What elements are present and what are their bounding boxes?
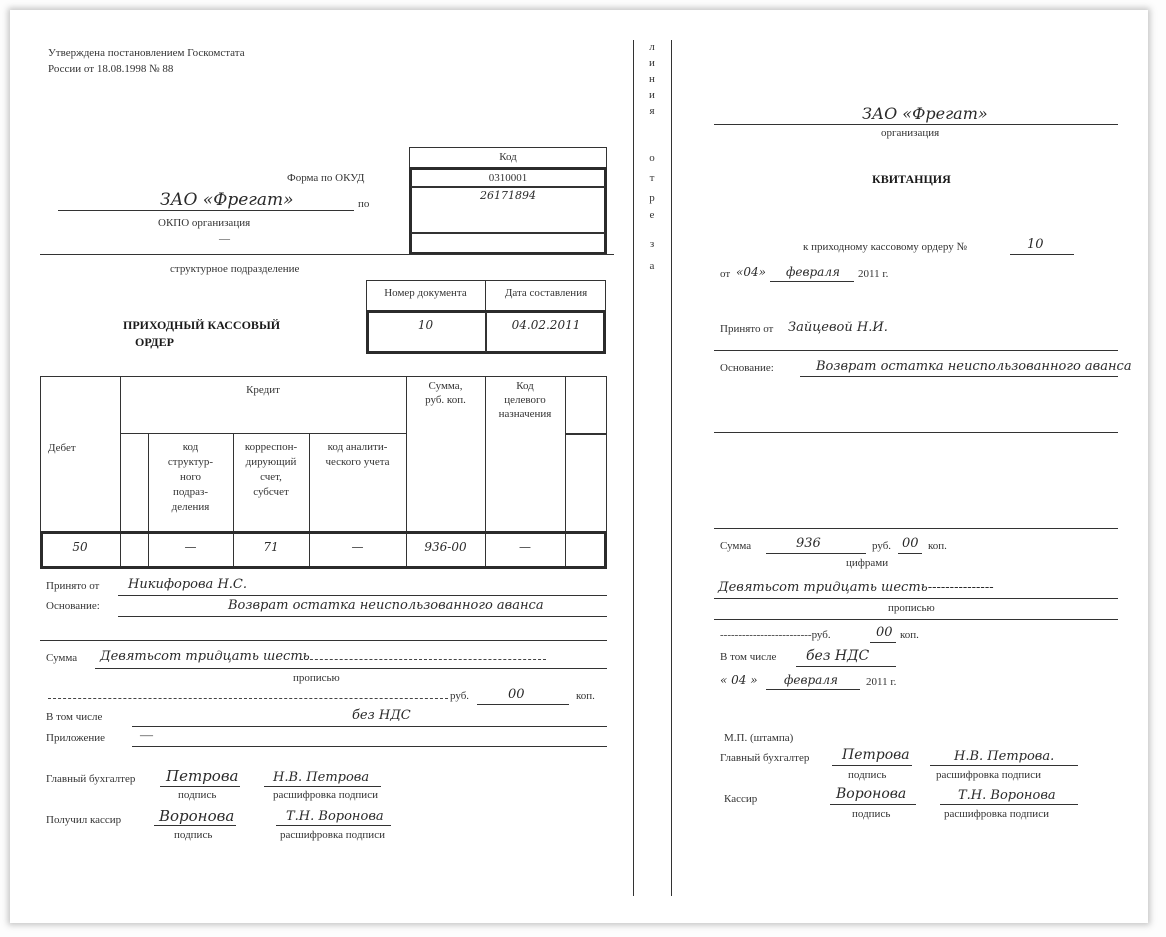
order-chief-sign-caption: подпись [178,789,217,801]
receipt-basis-line [800,376,1118,377]
receipt-kop-value-2: 00 [876,625,893,640]
sub-col2-line-1: корреспон- [244,441,298,453]
receipt-basis: Возврат остатка неиспользованного аванса [816,359,1132,374]
row-account: 71 [263,540,279,554]
code-header: Код [499,151,517,163]
receipt-rub-label: руб. [872,540,892,552]
order-chief-decoded: Н.В. Петрова [273,770,370,785]
order-basis-label: Основание: [46,600,100,612]
doc-number: 10 [417,318,434,332]
receipt-date2-month: февраля [784,673,838,687]
received-line [118,595,607,596]
sum-header-2: руб. коп. [425,394,466,406]
org-line [58,210,354,211]
receipt-basis-label: Основание: [720,362,774,374]
order-cashier-decode-caption: расшифровка подписи [280,829,385,841]
including-line [132,726,607,727]
subdivision-caption: структурное подразделение [170,263,300,275]
row-debit: 50 [72,540,88,554]
receipt-chief-decode-caption: расшифровка подписи [936,769,1041,781]
receipt-cashier-decoded: Т.Н. Воронова [958,788,1056,803]
receipt-chief-signature: Петрова [842,747,910,763]
sub-col1-line-5: деления [171,501,210,513]
purpose-header-3: назначения [498,408,552,420]
okpo-dash: — [219,233,230,245]
cut-letter: е [649,209,655,221]
cut-letter: о [649,152,655,164]
purpose-sub-line [565,433,607,435]
sub-col1-line-3: ного [179,471,202,483]
order-kop-value: 00 [508,687,525,702]
purpose-header-1: Код [516,380,534,392]
code-divider-2 [411,232,605,234]
receipt-date-month: февраля [786,265,840,279]
receipt-in-words-caption: прописью [888,602,935,614]
kop-line [477,704,569,705]
approval-line-2: России от 18.08.1998 № 88 [48,63,174,75]
cut-letter: з [649,238,655,250]
row-purpose: — [519,540,531,554]
receipt-date-year: 2011 г. [858,268,889,280]
receipt-received-line [714,350,1118,351]
receipt-org-name: ЗАО «Фрегат» [862,104,988,123]
okpo-caption: ОКПО организация [158,217,251,229]
order-cashier-sign-caption: подпись [174,829,213,841]
receipt-to-order-label: к приходному кассовому ордеру № [803,241,967,253]
code-divider-1 [411,186,605,188]
sub-col1-line-2: структур- [167,456,214,468]
receipt-rub-line: -------------------------руб. [720,629,831,641]
okud-code: 0310001 [488,172,528,184]
receipt-blank-line-2 [714,528,1118,529]
cut-letter: т [649,172,655,184]
credit-sub-line [120,433,406,434]
doc-date: 04.02.2011 [511,318,581,332]
receipt-stamp-label: М.П. (штампа) [724,732,794,744]
debit-header: Дебет [48,442,76,454]
order-org-name: ЗАО «Фрегат» [160,190,294,210]
receipt-date2-year: 2011 г. [866,676,897,688]
sub-col1-line-1: код [182,441,199,453]
order-chief-label: Главный бухгалтер [46,773,136,785]
receipt-sum-digits-line [766,553,866,554]
document-sheet [10,10,1148,923]
receipt-received-label: Принято от [720,323,774,335]
receipt-date2-month-line [766,689,860,690]
cut-letter: н [649,73,655,85]
order-chief-decode-caption: расшифровка подписи [273,789,378,801]
cut-letter: и [649,89,655,101]
order-title-line-2: ОРДЕР [135,335,174,349]
order-attachment-label: Приложение [46,732,106,744]
okud-label: Форма по ОКУД [287,172,365,184]
receipt-including-label: В том числе [720,651,777,663]
doc-number-header: Номер документа [384,287,467,299]
order-including-label: В том числе [46,711,103,723]
order-sum-label: Сумма [46,652,78,664]
order-in-words-caption: прописью [293,672,340,684]
receipt-sum-label: Сумма [720,540,752,552]
receipt-cashier-sign-caption: подпись [852,808,891,820]
receipt-cashier-decode-caption: расшифровка подписи [944,808,1049,820]
receipt-kop-line [898,553,922,554]
cashier-signature-line [154,825,236,826]
sub-col3-line-2: ческого учета [325,456,390,468]
order-sum-words: Девятьсот тридцать шесть [100,649,310,664]
receipt-date-month-line [770,281,854,282]
row-analytic: — [351,540,364,554]
sum-header-1: Сумма, [428,380,463,392]
receipt-blank-line-1 [714,432,1118,433]
receipt-received-from: Зайцевой Н.И. [788,320,888,335]
receipt-date2-day: « 04 » [720,673,758,687]
order-cashier-label: Получил кассир [46,814,122,826]
basis-line-2 [40,640,607,641]
receipt-in-words-line [714,619,1118,620]
order-basis: Возврат остатка неиспользованного аванса [228,598,544,613]
receipt-chief-decoded: Н.В. Петрова. [954,749,1055,764]
receipt-org-line [714,124,1118,125]
approval-line-1: Утверждена постановлением Госкомстата [48,47,245,59]
sum-dash-line [300,659,546,660]
receipt-chief-decoded-line [930,765,1078,766]
chief-signature-line [160,786,240,787]
receipt-including-value: без НДС [806,648,870,664]
order-cashier-signature: Воронова [159,807,235,825]
receipt-chief-signature-line [832,765,912,766]
receipt-sum-words: Девятьсот тридцать шесть--------------- [718,580,994,595]
sum-line [95,668,607,669]
receipt-title: КВИТАНЦИЯ [872,172,951,186]
receipt-cashier-label: Кассир [724,793,758,805]
okpo-code: 26171894 [480,189,536,202]
order-rub-label: руб. [450,690,470,702]
cashier-decoded-line [276,825,391,826]
row-sum: 936-00 [424,540,467,554]
cut-letter: я [649,105,655,117]
receipt-kop-value: 00 [902,536,919,551]
basis-line [118,616,607,617]
receipt-sum-words-line [714,598,1118,599]
chief-decoded-line [264,786,381,787]
rub-dash-line [48,698,448,699]
receipt-sum-digits: 936 [796,536,821,551]
cut-letter: р [649,192,655,204]
po-label: по [358,198,370,210]
cut-letter: а [649,260,655,272]
order-attachment-value: — [140,727,153,742]
purpose-header-2: целевого [504,394,546,406]
receipt-kop-label-2: коп. [900,629,919,641]
cut-line-right [671,40,672,896]
receipt-chief-label: Главный бухгалтер [720,752,810,764]
sub-col2-line-3: счет, [260,471,282,483]
cut-letter: л [649,41,655,53]
order-title-line-1: ПРИХОДНЫЙ КАССОВЫЙ [123,318,281,332]
sub-col1-line-4: подраз- [172,486,209,498]
receipt-kop-line-2 [870,642,896,643]
receipt-including-line [796,666,896,667]
attachment-line [132,746,607,747]
receipt-org-caption: организация [881,127,940,139]
receipt-digits-caption: цифрами [846,557,889,569]
receipt-cashier-signature-line [830,804,916,805]
receipt-order-number: 10 [1027,237,1044,252]
order-chief-signature: Петрова [166,767,239,785]
order-received-from: Никифорова Н.С. [128,577,247,592]
receipt-from-label: от [720,268,731,280]
receipt-date-day: «04» [736,265,766,279]
credit-header: Кредит [246,384,280,396]
cut-letter: и [649,57,655,69]
sub-col2-line-4: субсчет [253,486,289,498]
receipt-cashier-signature: Воронова [836,786,907,802]
sub-col3-line-1: код аналити- [327,441,388,453]
receipt-cashier-decoded-line [940,804,1078,805]
cut-line-left [633,40,634,896]
subdivision-line [40,254,614,255]
receipt-chief-sign-caption: подпись [848,769,887,781]
doc-date-header: Дата составления [504,287,588,299]
receipt-kop-label: коп. [928,540,947,552]
order-received-label: Принято от [46,580,100,592]
order-including-value: без НДС [352,708,411,723]
receipt-order-number-line [1010,254,1074,255]
sub-col2-line-2: дирующий [245,456,297,468]
order-kop-label: коп. [576,690,595,702]
order-cashier-decoded: Т.Н. Воронова [286,809,384,824]
row-subdivision: — [184,540,197,554]
